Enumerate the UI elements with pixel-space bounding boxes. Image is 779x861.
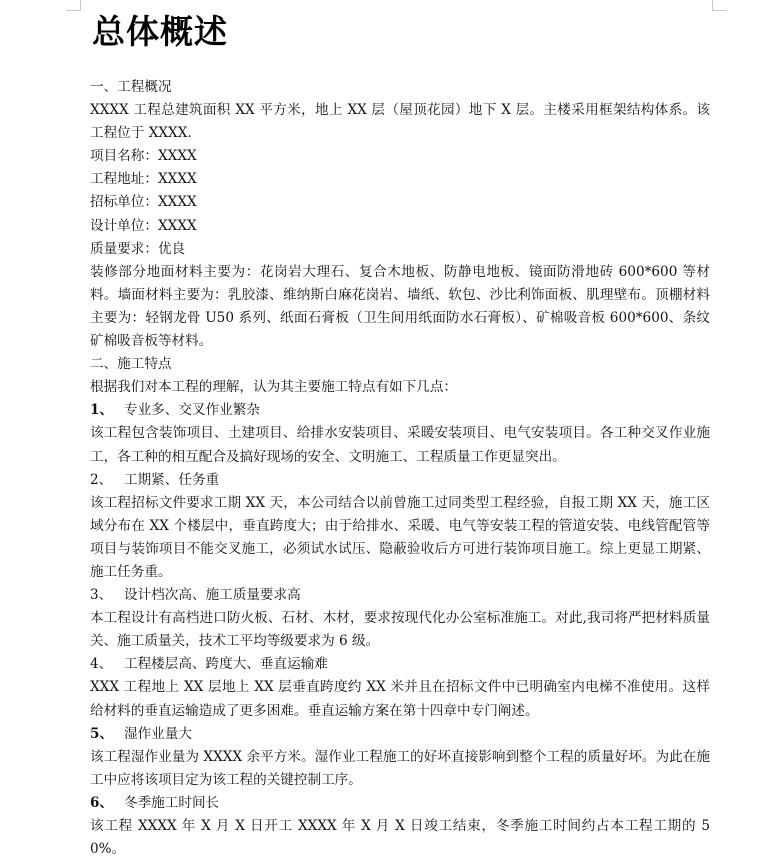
feature-number: 5、 xyxy=(90,725,114,742)
feature-number: 1、 xyxy=(90,402,114,419)
document-title: 总体概述 xyxy=(92,12,228,51)
feature-text-3: 本工程设计有高档进口防火板、石材、木材，要求按现代化办公室标准施工。对此,我司将严把材料质量关、施工质量关，技术工平均等级要求为 6 级。 xyxy=(90,610,710,650)
feature-text-1: 该工程包含装饰项目、土建项目、给排水安装项目、采暖安装项目、电气安装项目。各工种交叉作业施工，各工种的相互配合及搞好现场的安全、文明施工、工程质量工作更显突出。 xyxy=(90,425,710,465)
document-body xyxy=(90,76,710,861)
section-heading-overview: 一、工程概况 xyxy=(90,79,172,95)
feature-heading-2 xyxy=(90,469,710,492)
feature-number: 6、 xyxy=(90,794,114,811)
feature-title: 工程楼层高、跨度大、垂直运输难 xyxy=(124,656,328,673)
features-intro: 根据我们对本工程的理解，认为其主要施工特点有如下几点： xyxy=(90,379,458,396)
quality-requirement: 质量要求：优良 xyxy=(90,240,186,257)
feature-heading-6 xyxy=(90,792,710,815)
feature-heading-1 xyxy=(90,399,710,422)
feature-heading-3 xyxy=(90,584,710,607)
feature-number: 2、 xyxy=(90,471,113,488)
materials-paragraph: 装修部分地面材料主要为：花岗岩大理石、复合木地板、防静电地板、镜面防滑地砖 600*600 等材料。墙面材料主要为：乳胶漆、维纳斯白麻花岗岩、墙纸、软包、沙比利饰面板、肌理壁布。顶棚材料主要为：轻钢龙骨 U50 系列、纸面石膏板（卫生间用纸面防水石膏板）、矿棉吸音板 600*600、条纹矿棉吸音板等材料。 xyxy=(90,263,710,350)
feature-title: 冬季施工时间长 xyxy=(124,794,220,811)
overview-intro: XXXX 工程总建筑面积 XX 平方米，地上 XX 层（屋顶花园）地下 X 层。主楼采用框架结构体系。该工程位于 XXXX. xyxy=(90,102,710,142)
feature-text-5: 该工程湿作业量为 XXXX 余平方米。湿作业工程施工的好坏直接影响到整个工程的质量好坏。为此在施工中应将该项目定为该工程的关键控制工序。 xyxy=(90,748,710,788)
project-name: 项目名称：XXXX xyxy=(90,148,197,165)
feature-text-6: 该工程 XXXX 年 X 月 X 日开工 XXXX 年 X 月 X 日竣工结束，冬季施工时间约占本工程工期的 50%。 xyxy=(90,818,710,858)
feature-text-4: XXX 工程地上 XX 层地上 XX 层垂直跨度约 XX 米并且在招标文件中已明确室内电梯不准使用。这样给材料的垂直运输造成了更多困难。垂直运输方案在第十四章中专门阐述。 xyxy=(90,679,710,719)
design-unit: 设计单位：XXXX xyxy=(90,217,197,234)
feature-title: 工期紧、任务重 xyxy=(124,471,220,488)
project-address: 工程地址：XXXX xyxy=(90,171,197,188)
feature-number: 4、 xyxy=(90,656,113,673)
feature-title: 专业多、交叉作业繁杂 xyxy=(124,402,260,419)
page-corner-mark-left xyxy=(66,0,81,11)
feature-number: 3、 xyxy=(90,587,113,604)
page-corner-mark-right xyxy=(712,0,727,11)
feature-heading-5 xyxy=(90,723,710,746)
feature-title: 湿作业量大 xyxy=(124,725,192,742)
feature-heading-4 xyxy=(90,653,710,676)
feature-title: 设计档次高、施工质量要求高 xyxy=(124,587,301,604)
bid-unit: 招标单位：XXXX xyxy=(90,194,197,211)
feature-text-2: 该工程招标文件要求工期 XX 天，本公司结合以前曾施工过同类型工程经验，自报工期 XX 天，施工区域分布在 XX 个楼层中，垂直跨度大；由于给排水、采暖、电气等安装工程的管道安装、电线管配管等项目与装饰项目不能交叉施工，必须试水试压、隐蔽验收后方可进行装饰项目施工。综上更显工期紧、施工任务重。 xyxy=(90,494,710,580)
section-heading-features: 二、施工特点 xyxy=(90,356,172,373)
